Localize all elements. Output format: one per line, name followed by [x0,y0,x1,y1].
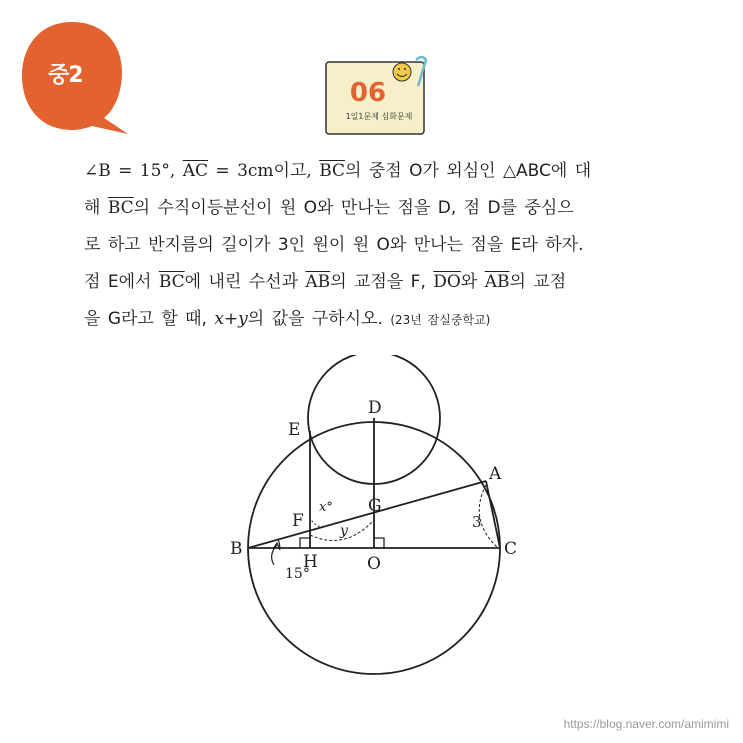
problem-line-4: 점 E에서 $\overline{BC}$에 내린 수선과 $\overline{AB}$의 교점을 F, $\overline{DO}$와 $\overline{AB}$의 교점 [84,272,567,292]
blog-watermark: https://blog.naver.com/amimimi [563,717,729,731]
problem-line-1: ∠B = 15°, $\overline{AC} = 3cm$이고, $\overline{BC}$의 중점 O가 외심인 △ABC에 대 [84,161,592,181]
point-label-g: G [368,496,382,516]
right-angle-h [300,538,310,548]
angle-x-arc [310,517,323,527]
right-angle-o [374,538,384,548]
segment-do: $\overline{DO}$ [433,272,461,292]
angle-15-label: 15° [285,566,310,582]
problem-statement [84,153,684,339]
segment-ab [248,481,486,548]
segment-bc: $\overline{BC}$ [107,198,134,218]
problem-line-3: 로 하고 반지름의 길이가 3인 원이 원 O와 만나는 점을 E라 하자. [84,235,584,255]
point-label-c: C [504,539,518,559]
segment-ab: $\overline{AB}$ [484,272,510,292]
segment-ab: $\overline{AB}$ [305,272,331,292]
segment-bc: $\overline{BC}$ [158,272,185,292]
angle-x-label: x° [319,500,333,515]
problem-category-caption: 1일1문제 심화문제 [345,112,413,121]
problem-source: (23년 잠실중학교) [390,313,491,327]
segment-bc: $\overline{BC}$ [319,161,346,181]
problem-line-2: 해 $\overline{BC}$의 수직이등분선이 원 O와 만나는 점을 D, 점 D를 중심으 [84,198,574,218]
segment-ac: $\overline{AC}$ [182,161,209,181]
point-label-f: F [292,511,304,531]
point-label-o: O [367,554,381,574]
expression-x-plus-y: x+y [214,309,248,329]
problem-line-5: 을 G라고 할 때, x+y의 값을 구하시오. (23년 잠실중학교) [84,309,491,329]
segment-ac [486,481,500,548]
smiley-icon [393,63,411,81]
point-label-a: A [489,464,502,484]
problem-number: 06 [349,78,387,108]
point-label-e: E [288,420,301,440]
ac-length-label: 3 [472,513,482,531]
grade-badge-label: 중2 [48,63,83,88]
geometry-figure [220,355,540,685]
point-label-b: B [230,539,243,559]
angle-y-label: y [340,523,348,539]
point-label-d: D [368,398,382,418]
point-label-h: H [303,552,318,572]
